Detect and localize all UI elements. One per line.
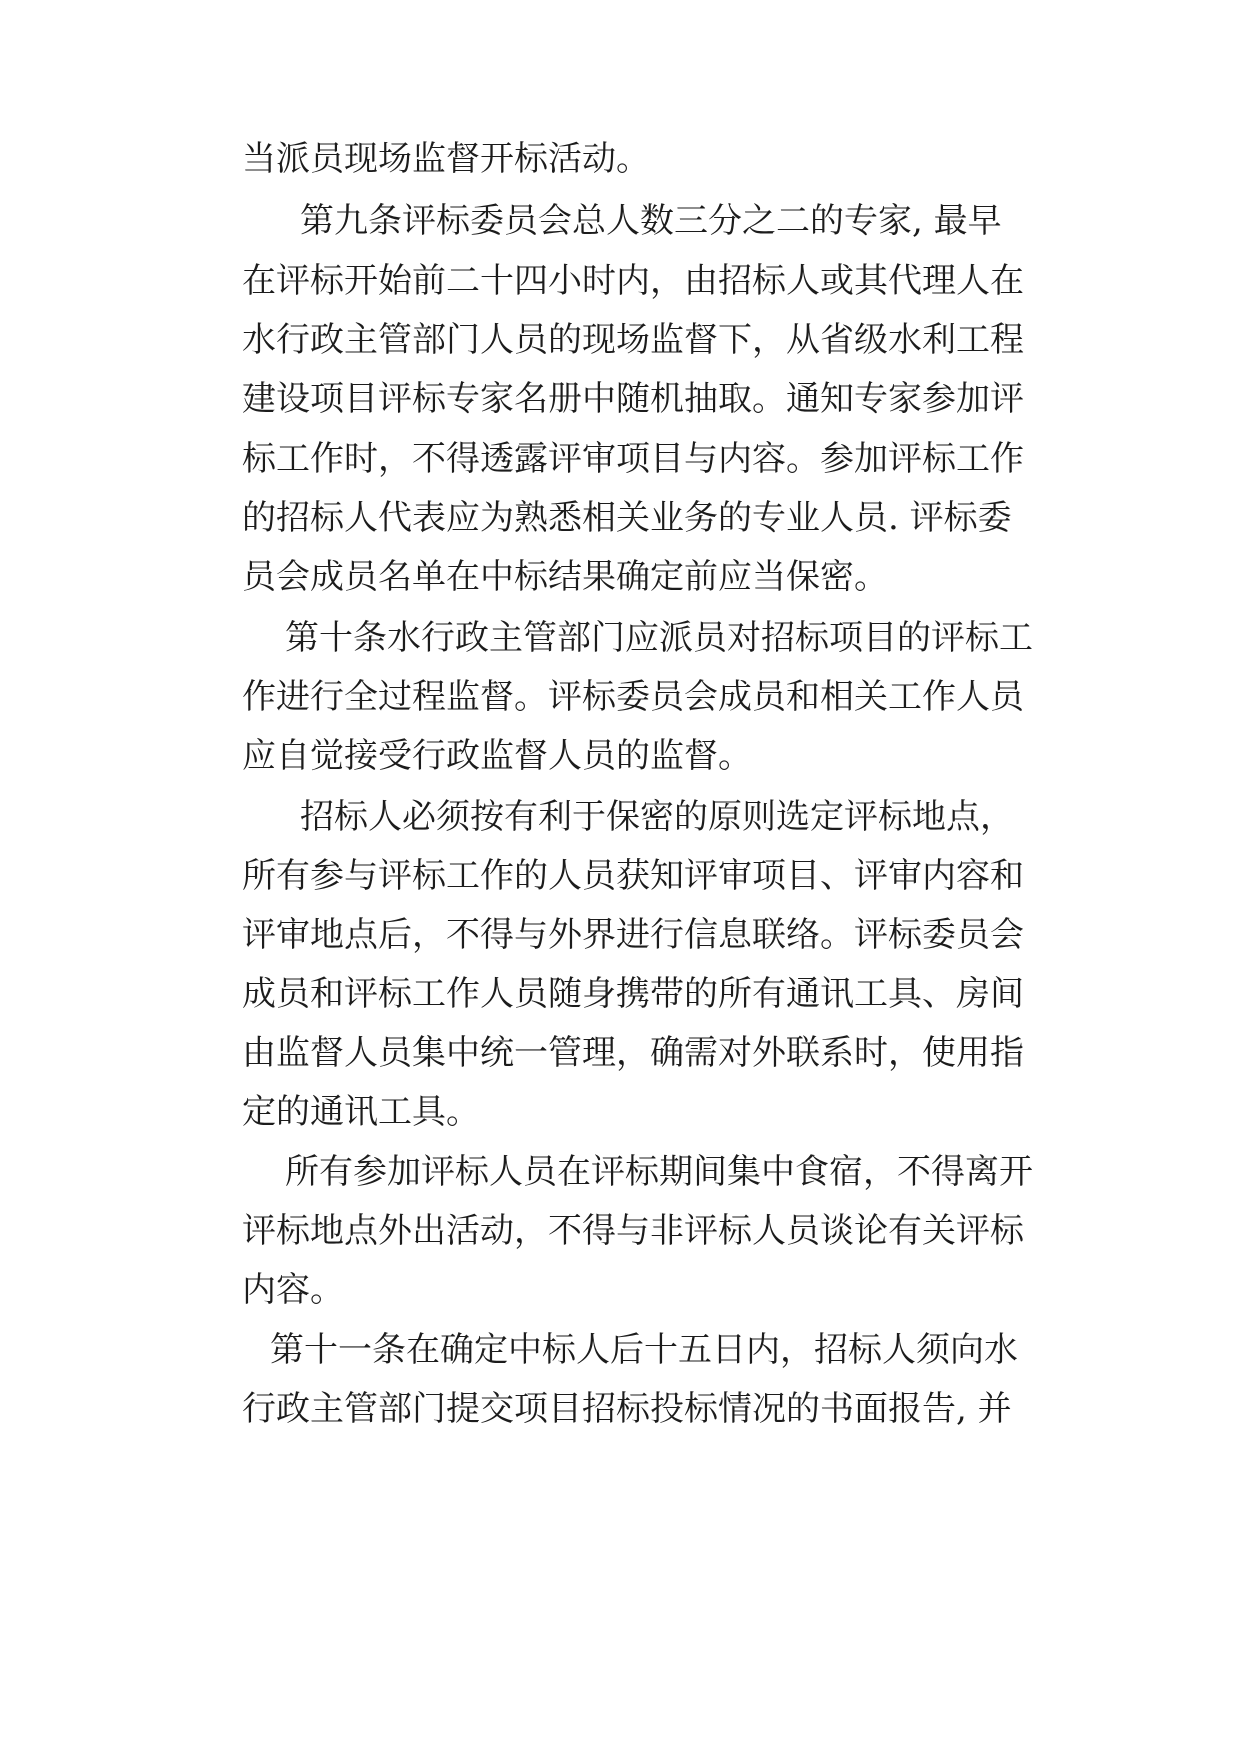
text-line: 第九条评标委员会总人数三分之二的专家, 最早 [300,201,1002,241]
text-line: 水行政主管部门人员的现场监督下，从省级水利工程 [242,320,1024,360]
text-line: 第十条水行政主管部门应派员对招标项目的评标工 [285,618,1033,658]
text-line: 评审地点后，不得与外界进行信息联络。评标委员会 [242,915,1024,955]
text-line: 行政主管部门提交项目招标投标情况的书面报告, 并 [242,1389,1012,1429]
text-line: 的招标人代表应为熟悉相关业务的专业人员. 评标委 [242,498,1012,538]
text-line: 由监督人员集中统一管理，确需对外联系时，使用指 [242,1033,1024,1073]
text-line: 成员和评标工作人员随身携带的所有通讯工具、房间 [242,974,1024,1014]
text-line: 内容。 [242,1270,344,1310]
text-line: 定的通讯工具。 [242,1092,480,1132]
text-line: 所有参加评标人员在评标期间集中食宿，不得离开 [285,1152,1033,1192]
text-line: 所有参与评标工作的人员获知评审项目、评审内容和 [242,856,1024,896]
text-line: 建设项目评标专家名册中随机抽取。通知专家参加评 [242,379,1024,419]
text-line: 员会成员名单在中标结果确定前应当保密。 [242,557,888,597]
text-line: 第十一条在确定中标人后十五日内，招标人须向水 [270,1330,1018,1370]
text-line: 招标人必须按有利于保密的原则选定评标地点， [300,797,1014,837]
text-line: 标工作时，不得透露评审项目与内容。参加评标工作 [242,439,1024,479]
text-line: 评标地点外出活动，不得与非评标人员谈论有关评标 [242,1211,1024,1251]
text-line: 应自觉接受行政监督人员的监督。 [242,736,752,776]
text-line: 当派员现场监督开标活动。 [242,139,650,179]
text-line: 作进行全过程监督。评标委员会成员和相关工作人员 [242,677,1024,717]
text-line: 在评标开始前二十四小时内，由招标人或其代理人在 [242,261,1024,301]
